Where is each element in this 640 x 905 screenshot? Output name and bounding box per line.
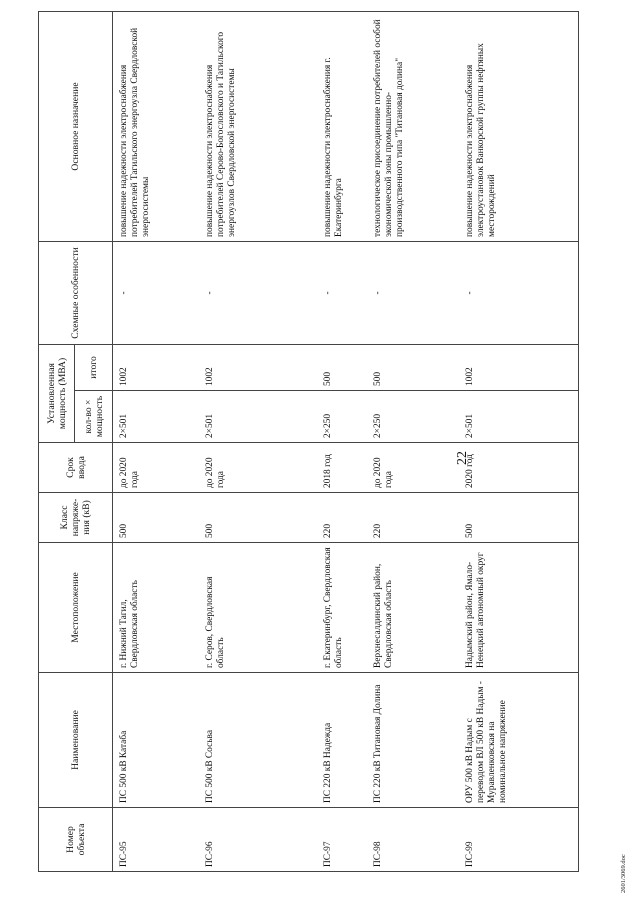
cell-scheme: -	[199, 241, 317, 344]
cell-total: 500	[317, 344, 367, 390]
cell-name: ПС 220 кВ Надежда	[317, 673, 367, 808]
cell-total: 1002	[459, 344, 579, 390]
cell-term: до 2020 года	[113, 443, 199, 493]
cell-name: ПС 500 кВ Сосьва	[199, 673, 317, 808]
cell-purpose: технологическое присоединение потребителей особой экономической зоны промышленно-производственного типа "Титановая долина"	[367, 11, 459, 241]
table-row	[367, 11, 459, 871]
cell-num: ПС-96	[199, 808, 317, 872]
cell-scheme: -	[367, 241, 459, 344]
cell-name: ОРУ 500 кВ Надым с переводом ВЛ 500 кВ Надым - Муравленковская на номинальное напряжение	[459, 673, 579, 808]
cell-count: 2×501	[113, 391, 199, 443]
cell-location: г. Нижний Тагил, Свердловская область	[113, 543, 199, 673]
cell-count: 2×501	[199, 391, 317, 443]
cell-num: ПС-99	[459, 808, 579, 872]
header-location: Местоположение	[39, 543, 113, 673]
cell-num: ПС-97	[317, 808, 367, 872]
cell-term: до 2020 года	[199, 443, 317, 493]
cell-term: до 2020 года	[367, 443, 459, 493]
cell-voltage: 220	[317, 493, 367, 543]
document-footer: 2601/3069.doc	[620, 854, 627, 893]
cell-total: 1002	[199, 344, 317, 390]
cell-voltage: 220	[367, 493, 459, 543]
cell-voltage: 500	[113, 493, 199, 543]
header-purpose: Основное назначение	[39, 11, 113, 241]
header-num: Номер объекта	[39, 808, 113, 872]
cell-location: г. Серов, Свердловская область	[199, 543, 317, 673]
cell-term: 2020 год	[459, 443, 579, 493]
cell-count: 2×250	[317, 391, 367, 443]
cell-term: 2018 год	[317, 443, 367, 493]
header-name: Наименование	[39, 673, 113, 808]
table-row	[113, 11, 199, 871]
cell-voltage: 500	[459, 493, 579, 543]
table-row	[459, 11, 579, 871]
substations-table	[38, 11, 579, 872]
cell-count: 2×250	[367, 391, 459, 443]
header-term: Срок ввода	[39, 443, 113, 493]
header-scheme: Схемные особенности	[39, 241, 113, 344]
cell-scheme: -	[459, 241, 579, 344]
cell-num: ПС-95	[113, 808, 199, 872]
header-voltage: Класс напряже-ния (кВ)	[39, 493, 113, 543]
cell-location: г. Екатеринбург, Свердловская область	[317, 543, 367, 673]
table-row	[317, 11, 367, 871]
cell-total: 500	[367, 344, 459, 390]
cell-count: 2×501	[459, 391, 579, 443]
cell-purpose: повышение надежности электроснабжения г. Екатеринбурга	[317, 11, 367, 241]
cell-purpose: повышение надежности электроснабжения электроустановок Ванкорской группы нефтяных месторождений	[459, 11, 579, 241]
cell-voltage: 500	[199, 493, 317, 543]
cell-location: Верхнесалдинский район, Свердловская область	[367, 543, 459, 673]
cell-location: Надымский район, Ямало-Ненецкий автономный округ	[459, 543, 579, 673]
cell-scheme: -	[317, 241, 367, 344]
cell-scheme: -	[113, 241, 199, 344]
header-power-count: кол-во × мощность	[75, 391, 113, 443]
cell-name: ПС 220 кВ Титановая Долина	[367, 673, 459, 808]
cell-purpose: повышение надежности электроснабжения потребителей Тагильского энергоузла Свердловской энергосистемы	[113, 11, 199, 241]
page-number: 22	[455, 451, 470, 465]
table-row	[199, 11, 317, 871]
header-power: Установленная мощность (МВА)	[39, 344, 75, 442]
cell-name: ПС 500 кВ Катаба	[113, 673, 199, 808]
cell-num: ПС-98	[367, 808, 459, 872]
header-power-total: итого	[75, 344, 113, 390]
cell-total: 1002	[113, 344, 199, 390]
cell-purpose: повышение надежности электроснабжения потребителей Серово-Богословского и Тагильского энергоузлов Свердловской энергосистемы	[199, 11, 317, 241]
